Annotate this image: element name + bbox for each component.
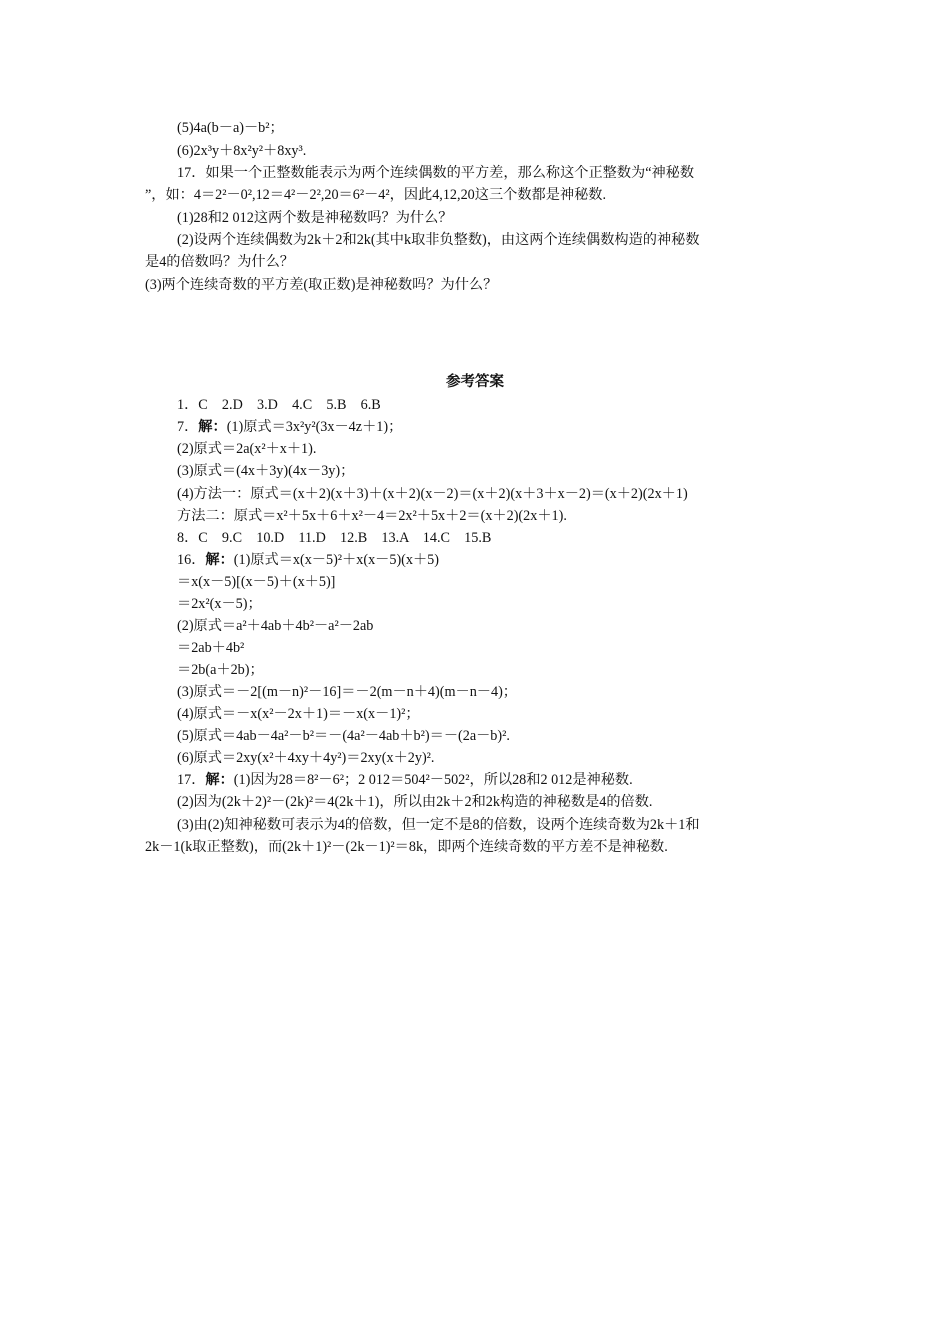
problem-line: (3)两个连续奇数的平方差(取正数)是神秘数吗？为什么？ bbox=[145, 277, 498, 293]
answer-line: (3)原式＝－2[(m－n)²－16]＝－2(m－n＋4)(m－n－4)； bbox=[177, 684, 517, 700]
answer-line: (4)方法一：原式＝(x＋2)(x＋3)＋(x＋2)(x－2)＝(x＋2)(x＋3＋x－2)＝(x＋2)(2x＋1) bbox=[177, 486, 688, 502]
answer-line: (3)原式＝(4x＋3y)(4x－3y)； bbox=[177, 463, 355, 479]
solution-label: 解： bbox=[198, 419, 227, 435]
answer-line: 8．C 9.C 10.D 11.D 12.B 13.A 14.C 15.B bbox=[177, 530, 492, 546]
solution-label: 解： bbox=[205, 772, 234, 788]
answer-line: 7．解：(1)原式＝3x²y²(3x－4z＋1)； bbox=[177, 419, 403, 435]
solution-label: 解： bbox=[205, 552, 234, 568]
answer-line: (5)原式＝4ab－4a²－b²＝－(4a²－4ab＋b²)＝－(2a－b)². bbox=[177, 728, 510, 744]
answer-line: ＝x(x－5)[(x－5)＋(x＋5)] bbox=[177, 574, 336, 590]
answer-line: 方法二：原式＝x²＋5x＋6＋x²－4＝2x²＋5x＋2＝(x＋2)(2x＋1). bbox=[177, 508, 567, 524]
answer-line: (3)由(2)知神秘数可表示为4的倍数，但一定不是8的倍数，设两个连续奇数为2k＋1和 bbox=[177, 817, 700, 833]
answer-line: 1．C 2.D 3.D 4.C 5.B 6.B bbox=[177, 397, 381, 413]
answer-line: (4)原式＝－x(x²－2x＋1)＝－x(x－1)²； bbox=[177, 706, 420, 722]
problem-line: 是4的倍数吗？为什么？ bbox=[145, 254, 294, 270]
answer-line: ＝2ab＋4b² bbox=[177, 640, 245, 656]
problem-line: 17．如果一个正整数能表示为两个连续偶数的平方差，那么称这个正整数为“神秘数 bbox=[177, 165, 695, 181]
answers-title: 参考答案 bbox=[446, 374, 504, 390]
answer-line: 2k－1(k取正整数)，而(2k＋1)²－(2k－1)²＝8k，即两个连续奇数的平方差不是神秘数. bbox=[145, 839, 668, 855]
problem-line: ”，如：4＝2²－0²,12＝4²－2²,20＝6²－4²，因此4,12,20这三个数都是神秘数. bbox=[145, 187, 606, 203]
problem-line: (5)4a(b－a)－b²； bbox=[177, 120, 284, 136]
answer-line: 17．解：(1)因为28＝8²－6²；2 012＝504²－502²，所以28和2 012是神秘数. bbox=[177, 772, 633, 788]
problem-line: (6)2x³y＋8x²y²＋8xy³. bbox=[177, 143, 307, 159]
answer-line: ＝2b(a＋2b)； bbox=[177, 662, 264, 678]
answer-line: 16．解：(1)原式＝x(x－5)²＋x(x－5)(x＋5) bbox=[177, 552, 439, 568]
problem-line: (1)28和2 012这两个数是神秘数吗？为什么？ bbox=[177, 210, 453, 226]
answer-line: (2)原式＝2a(x²＋x＋1). bbox=[177, 441, 317, 457]
problem-line: (2)设两个连续偶数为2k＋2和2k(其中k取非负整数)，由这两个连续偶数构造的神秘数 bbox=[177, 232, 700, 248]
answer-line: (2)原式＝a²＋4ab＋4b²－a²－2ab bbox=[177, 618, 374, 634]
answer-line: ＝2x²(x－5)； bbox=[177, 596, 262, 612]
answer-line: (6)原式＝2xy(x²＋4xy＋4y²)＝2xy(x＋2y)². bbox=[177, 750, 435, 766]
answer-line: (2)因为(2k＋2)²－(2k)²＝4(2k＋1)，所以由2k＋2和2k构造的神秘数是4的倍数. bbox=[177, 794, 653, 810]
